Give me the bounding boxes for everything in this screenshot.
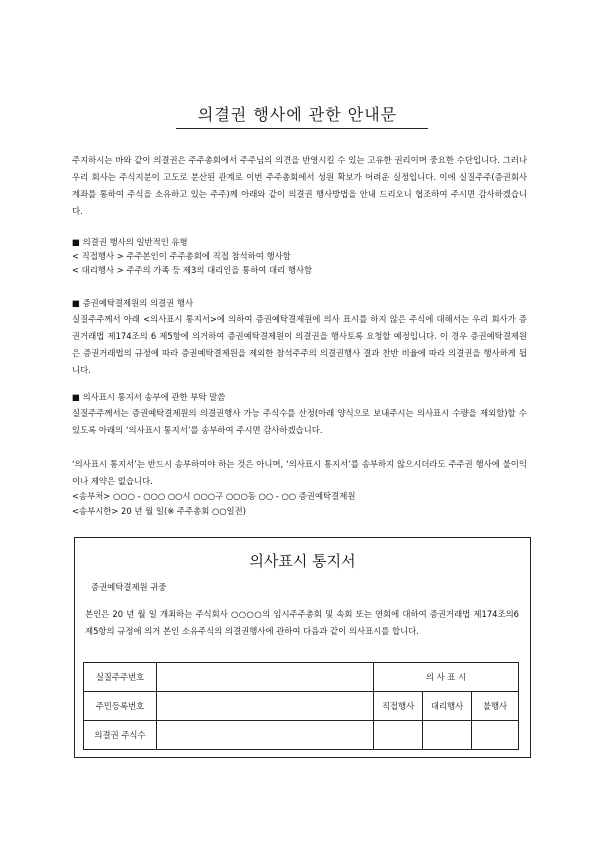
abstain-count-field[interactable] <box>472 721 519 750</box>
title-underline <box>176 128 428 129</box>
label-resident-number: 주민등록번호 <box>84 692 157 721</box>
share-count-field[interactable] <box>157 721 374 750</box>
proxy-count-field[interactable] <box>423 721 472 750</box>
intro-paragraph: 주지하시는 바와 같이 의결권은 주주총회에서 주주님의 의견을 반영시킬 수 있는 고유한 권리이며 중요한 수단입니다. 그러나 우리 회사는 주식지분이 고도로 분산된 관계로 이번 주주총회에서 성원 확보가 어려운 실정입니다. 이에 실질주주(증권회사 계좌를 통하여 주식을 소유하고 있는 주주)께 아래와 같이 의결권 행사방법을 안내 드리오니 협조하여 주시면 감사하겠습니다. <box>72 155 527 216</box>
send-deadline-line: <송부시한> 20 년 월 일(※ 주주총회 ○○일전) <box>72 506 247 516</box>
intent-header: 의 사 표 시 <box>374 663 519 692</box>
page-title: 의결권 행사에 관한 안내문 <box>197 105 398 124</box>
section1-item-direct: < 직접행사 > 주주본인이 주주총회에 직접 참석하여 행사함 <box>72 251 291 261</box>
send-to-line: <송부처> ○○○ - ○○○ ○○시 ○○○구 ○○○동 ○○ - ○○ 증권예탁결제원 <box>72 491 356 501</box>
option-direct: 직접행사 <box>374 692 423 721</box>
form-title: 의사표시 통지서 <box>249 552 356 570</box>
section3-heading: ■ 의사표시 통지서 송부에 관한 부탁 말씀 <box>72 392 226 402</box>
section1-heading: ■ 의결권 행사의 일반적인 유형 <box>72 237 188 247</box>
resident-number-field[interactable] <box>157 692 374 721</box>
direct-count-field[interactable] <box>374 721 423 750</box>
option-proxy: 대리행사 <box>423 692 472 721</box>
section1-item-proxy: < 대리행사 > 주주의 가족 등 제3의 대리인을 통하여 대리 행사함 <box>72 265 313 275</box>
section3-note: ‘의사표시 통지서’는 반드시 송부하여야 하는 것은 아니며, ‘의사표시 통지서’를 송부하지 않으시더라도 주주권 행사에 불이익이나 제약은 없습니다. <box>72 459 527 486</box>
form-table <box>83 662 519 750</box>
section2-heading: ■ 증권예탁결제원의 의결권 행사 <box>72 298 194 308</box>
account-number-field[interactable] <box>157 663 374 692</box>
label-share-count: 의결권 주식수 <box>84 721 157 750</box>
notice-form <box>74 537 531 758</box>
section3-paragraph: 실질주주께서는 증권예탁결제원의 의결권행사 가능 주식수를 산정(아래 양식으로 보내주시는 의사표시 수량을 제외함)할 수 있도록 아래의 ‘의사표시 통지서’를 송부하여 주시면 감사하겠습니다. <box>72 408 527 435</box>
label-account-number: 실질주주번호 <box>84 663 157 692</box>
form-addressee: 증권예탁결제원 귀중 <box>91 582 167 592</box>
option-abstain: 불행사 <box>472 692 519 721</box>
form-body: 본인은 20 년 월 일 개최하는 주식회사 ○○○○의 임시주주총회 및 속회 또는 연회에 대하여 증권거래법 제174조의6 제5항의 규정에 의거 본인 소유주식의 의결권행사에 관하여 다음과 같이 의사표시를 합니다. <box>85 609 519 636</box>
section2-paragraph: 실질주주께서 아래 <의사표시 통지서>에 의하여 증권예탁결제원에 의사 표시를 하지 않은 주식에 대해서는 우리 회사가 증권거래법 제174조의 6 제5항에 의거하여 증권예탁결제원이 의결권을 행사토록 요청할 예정입니다. 이 경우 증권예탁결제원은 증권거래법의 규정에 따라 증권예탁결제원을 제외한 참석주주의 의결권행사 결과 찬반 비율에 따라 의결권을 행사하게 됩니다. <box>72 314 527 375</box>
